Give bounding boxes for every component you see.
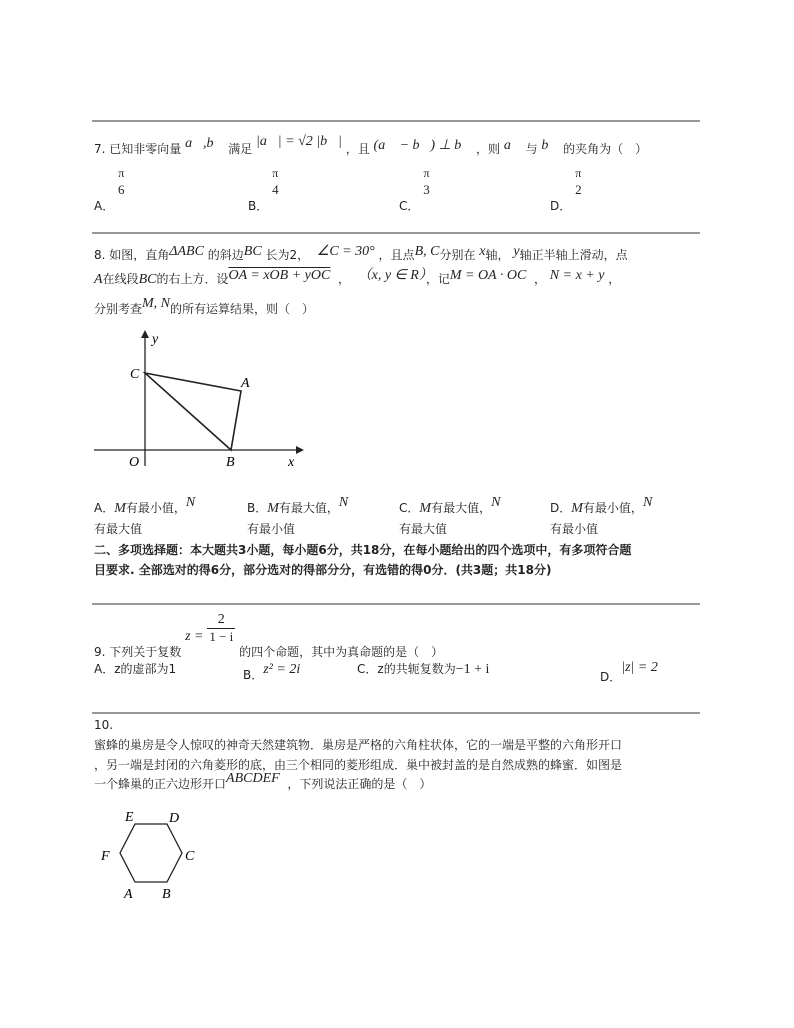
q8-bc-2: BC — [138, 272, 157, 287]
q10-hexagon-figure — [92, 804, 212, 904]
q8-option-c[interactable] — [399, 495, 501, 539]
q8-option-d[interactable] — [550, 495, 653, 539]
q10-line-3-a: 一个蜂巢的正六边形开口 — [94, 777, 227, 791]
q7-text-c: ，且 — [345, 142, 370, 156]
q8-label-x: x — [288, 455, 295, 470]
q10-hexagon-name: ABCDEF — [226, 771, 280, 786]
q8-l1-e: 分别在 — [439, 248, 476, 262]
q8-l1-f: 轴， — [485, 248, 510, 262]
q8-l1-a: 8. 如图，直角 — [94, 248, 170, 262]
q8-stem-line-1 — [94, 244, 628, 267]
q8-y-arrow — [141, 330, 149, 338]
q8-l2-c: ， — [337, 272, 350, 286]
q9-option-d-math: |z| = 2 — [621, 660, 658, 675]
q7-option-a-den: 6 — [118, 182, 125, 197]
q7-option-a-label: A． — [94, 198, 115, 213]
q8-option-b[interactable] — [247, 495, 349, 539]
q7-vectors: a⃗,b⃗ — [185, 136, 225, 151]
q8-option-c-label: C． — [399, 501, 420, 515]
q9-text-a: 9. 下列关于复数 — [94, 645, 182, 659]
q8-m-equation: M = OA · OC — [449, 268, 527, 283]
q8-option-a-n: N — [185, 495, 196, 510]
q7-option-b[interactable] — [248, 166, 279, 213]
q8-option-a-text-2: 有最大值 — [94, 522, 143, 536]
q8-l3-b: 的所有运算结果，则（ ） — [170, 302, 315, 316]
q7-option-c[interactable] — [399, 166, 430, 213]
q9-option-b[interactable] — [243, 660, 301, 682]
q8-option-a[interactable] — [94, 495, 196, 539]
q8-option-b-text-1: 有最大值， — [278, 501, 339, 515]
q7-option-b-den: 4 — [272, 182, 279, 197]
q8-angle: ∠C = 30° — [316, 244, 375, 259]
q8-l2-a: 在线段 — [102, 272, 139, 286]
q8-option-d-text-1: 有最小值， — [582, 501, 643, 515]
q7-option-b-fraction — [272, 166, 279, 198]
q8-l2-d: ，记 — [425, 272, 450, 286]
q8-option-d-m: M — [571, 501, 583, 516]
q8-option-d-text-2: 有最小值 — [550, 522, 599, 536]
q8-stem-line-2 — [94, 268, 620, 291]
q9-z-fraction — [207, 612, 235, 645]
q9-z-denominator: 1 − i — [209, 629, 234, 644]
q8-coordinate-figure — [90, 326, 310, 476]
q7-text-d: ，则 — [476, 142, 501, 156]
q7-option-c-num: π — [423, 166, 430, 180]
q10-label-f: F — [101, 849, 110, 864]
q8-x-arrow — [296, 446, 304, 454]
q7-condition-2: (a⃗ − b⃗) ⊥ b⃗ — [373, 138, 473, 153]
q7-option-d-num: π — [575, 166, 582, 180]
q7-option-d-label: D． — [550, 198, 572, 213]
q10-number: 10. — [94, 718, 114, 732]
q8-l2-e: ， — [533, 272, 546, 286]
q8-l1-g: 轴正半轴上滑动，点 — [519, 248, 628, 262]
q8-option-a-m: M — [114, 501, 126, 516]
q9-option-a-text: z的虚部为1 — [114, 662, 177, 676]
q8-oa-equation: OA = xOB + yOC — [228, 268, 331, 283]
q9-option-c[interactable] — [357, 660, 489, 678]
q8-l2-b: 的右上方．设 — [156, 272, 229, 286]
q7-vector-a: a⃗ — [503, 138, 522, 153]
q7-option-a[interactable] — [94, 166, 125, 213]
q9-option-c-math: −1 + i — [455, 662, 490, 677]
q9-option-c-label: C． — [357, 662, 378, 676]
q9-z-numerator: 2 — [217, 612, 225, 627]
q10-label-d: D — [169, 811, 180, 826]
q7-text-f: 的夹角为（ ） — [563, 142, 648, 156]
q8-l3-a: 分别考查 — [94, 302, 143, 316]
q8-option-c-n: N — [491, 495, 501, 510]
q9-z-lhs: z = — [185, 629, 204, 644]
q9-option-d[interactable] — [600, 658, 658, 684]
divider-q7 — [92, 120, 700, 122]
q8-option-c-m: M — [419, 501, 432, 516]
q7-text-e: 与 — [525, 142, 538, 156]
q8-point-a: A — [94, 272, 103, 287]
q8-triangle: ΔABC — [169, 244, 204, 259]
q10-label-e: E — [125, 810, 134, 825]
q7-option-b-num: π — [272, 166, 279, 180]
q9-option-a-label: A． — [94, 662, 115, 676]
q7-stem — [94, 134, 647, 164]
q9-option-b-label: B． — [243, 668, 264, 682]
q8-label-a: A — [241, 376, 250, 391]
q8-bc-points: B, C — [414, 244, 440, 259]
q9-text-b: 的四个命题，其中为真命题的是（ ） — [239, 645, 444, 659]
q8-option-b-label: B． — [247, 501, 268, 515]
section-2-heading — [94, 540, 631, 580]
q8-mn: M, N — [142, 296, 171, 311]
q8-bc-1: BC — [243, 244, 262, 259]
q8-xy-real: （x, y ∈ R） — [357, 268, 426, 283]
q8-option-b-m: M — [267, 501, 279, 516]
divider-q8 — [92, 232, 700, 234]
q7-option-a-fraction — [118, 166, 125, 198]
q9-stem — [94, 606, 444, 659]
q8-l2-f: ， — [608, 272, 621, 286]
q7-option-c-den: 3 — [423, 182, 430, 197]
q8-option-c-text-2: 有最大值 — [399, 522, 448, 536]
q8-l1-c: 长为2， — [265, 248, 310, 262]
q10-line-1: 蜜蜂的巢房是令人惊叹的神奇天然建筑物．巢房是严格的六角柱状体，它的一端是平整的六角形开口 — [94, 738, 623, 752]
q10-line-2: ，另一端是封闭的六角菱形的底，由三个相同的菱形组成．巢中被封盖的是自然成熟的蜂蜜．如图是 — [94, 758, 623, 772]
q7-option-c-label: C． — [399, 198, 420, 213]
q8-option-d-label: D． — [550, 501, 572, 515]
divider-q9 — [92, 603, 700, 605]
q9-option-c-text: z的共轭复数为 — [377, 662, 456, 676]
q7-option-c-fraction — [423, 166, 430, 198]
divider-q10 — [92, 712, 700, 714]
q7-option-b-label: B． — [248, 198, 269, 213]
q7-option-d-fraction — [575, 166, 582, 198]
q8-option-d-n: N — [642, 495, 653, 510]
q7-option-d-den: 2 — [575, 182, 582, 197]
q7-vector-b: b⃗ — [541, 138, 560, 153]
q7-text-a: 7. 已知非零向量 — [94, 142, 182, 156]
q9-option-d-label: D． — [600, 670, 622, 684]
q7-condition-1: |a⃗| = √2 |b⃗| — [256, 134, 342, 149]
section-2-line-1: 二、多项选择题：本大题共3小题，每小题6分，共18分，在每小题给出的四个选项中，有多项符合题 — [94, 543, 632, 557]
q8-x-axis-var: x — [479, 244, 486, 259]
q8-option-b-text-2: 有最小值 — [247, 522, 296, 536]
q10-label-a: A — [124, 887, 133, 902]
q7-text-b: 满足 — [228, 142, 253, 156]
q8-label-c: C — [130, 367, 140, 382]
q7-option-d[interactable] — [550, 166, 582, 213]
q10-label-b: B — [162, 887, 171, 902]
q9-option-b-math: z² = 2i — [263, 662, 301, 677]
q7-option-a-num: π — [118, 166, 125, 180]
section-2-line-2: 目要求. 全部选对的得6分，部分选对的得部分分，有选错的得0分．(共3题；共18分) — [94, 563, 552, 577]
q8-n-equation: N = x + y — [549, 268, 605, 283]
q8-option-a-text-1: 有最小值， — [125, 501, 186, 515]
q8-label-o: O — [129, 455, 140, 470]
q8-triangle-abc — [145, 373, 241, 450]
q8-l1-b: 的斜边 — [207, 248, 244, 262]
q8-label-y: y — [152, 332, 159, 347]
q8-l1-d: ，且点 — [378, 248, 415, 262]
q10-hexagon — [120, 824, 182, 882]
q10-label-c: C — [185, 849, 195, 864]
q8-option-a-label: A． — [94, 501, 115, 515]
q8-option-c-text-1: 有最大值， — [431, 501, 492, 515]
q8-label-b: B — [226, 455, 235, 470]
q9-option-a[interactable] — [94, 660, 176, 677]
q8-option-b-n: N — [338, 495, 349, 510]
q8-stem-line-3 — [94, 298, 314, 321]
q10-line-3 — [94, 771, 432, 795]
q8-y-axis-var: y — [513, 244, 520, 259]
q10-line-3-b: ，下列说法正确的是（ ） — [287, 777, 432, 791]
